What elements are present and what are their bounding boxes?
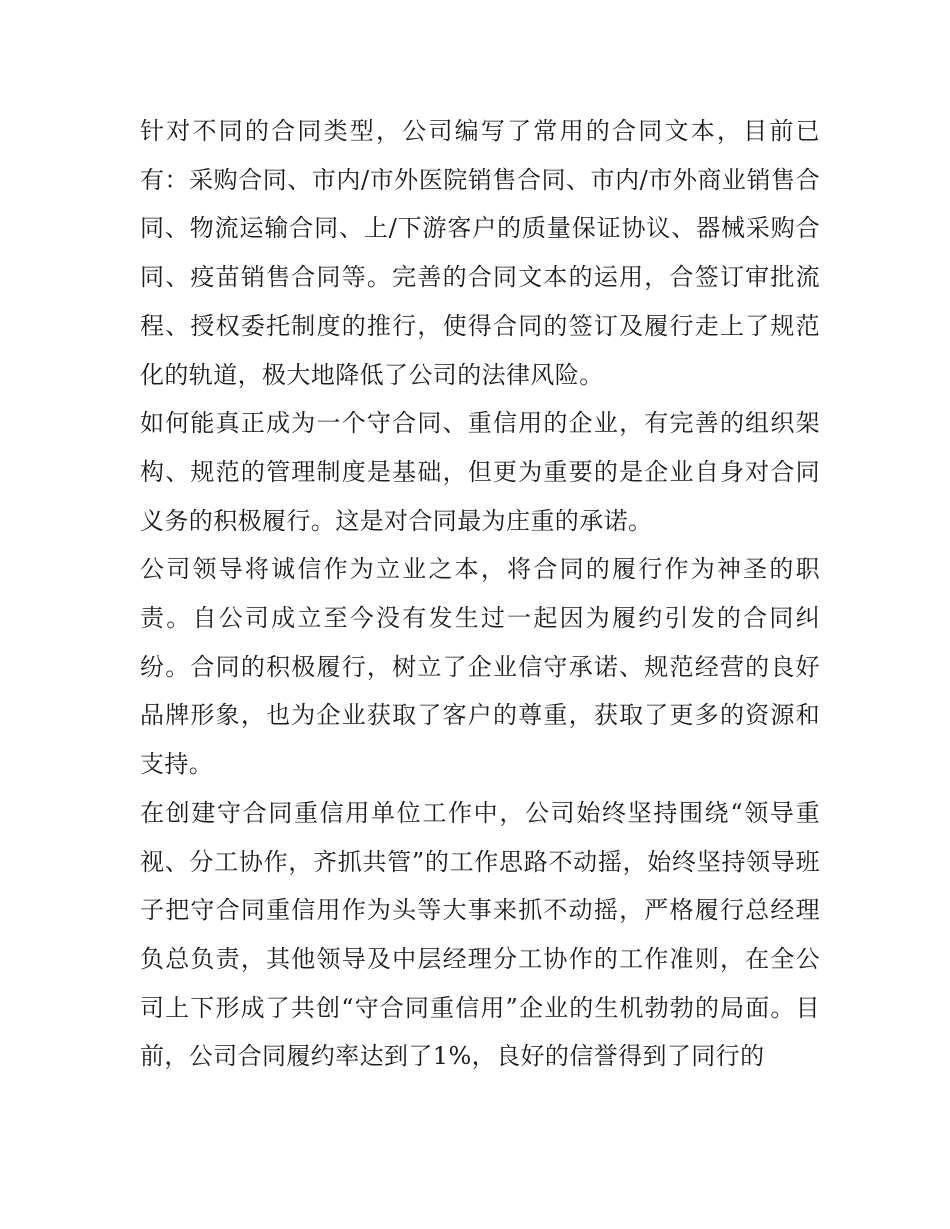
paragraph-contract-templates: 针对不同的合同类型，公司编写了常用的合同文本，目前已有：采购合同、市内/市外医院销售合同、市内/市外商业销售合同、物流运输合同、上/下游客户的质量保证协议、器械采购合同、疫苗销售合同等。完善的合同文本的运用，合签订审批流程、授权委托制度的推行，使得合同的签订及履行走上了规范化的轨道，极大地降低了公司的法律风险。: [140, 117, 820, 389]
paragraph-work-approach: 在创建守合同重信用单位工作中，公司始终坚持围绕“领导重视、分工协作，齐抓共管”的工作思路不动摇，始终坚持领导班子把守合同重信用作为头等大事来抓不动摇，严格履行总经理负总负责，其他领导及中层经理分工协作的工作准则，在全公司上下形成了共创“守合同重信用”企业的生机勃勃的局面。目前，公司合同履约率达到了1%，良好的信誉得到了同行的: [140, 798, 820, 1071]
paragraph-leadership-integrity: 公司领导将诚信作为立业之本，将合同的履行作为神圣的职责。自公司成立至今没有发生过一起因为履约引发的合同纠纷。合同的积极履行，树立了企业信守承诺、规范经营的良好品牌形象，也为企业获取了客户的尊重，获取了更多的资源和支持。: [140, 555, 820, 779]
body-text: [140, 107, 820, 1081]
paragraph-trustworthy-enterprise: 如何能真正成为一个守合同、重信用的企业，有完善的组织架构、规范的管理制度是基础，但更为重要的是企业自身对合同义务的积极履行。这是对合同最为庄重的承诺。: [140, 409, 820, 535]
